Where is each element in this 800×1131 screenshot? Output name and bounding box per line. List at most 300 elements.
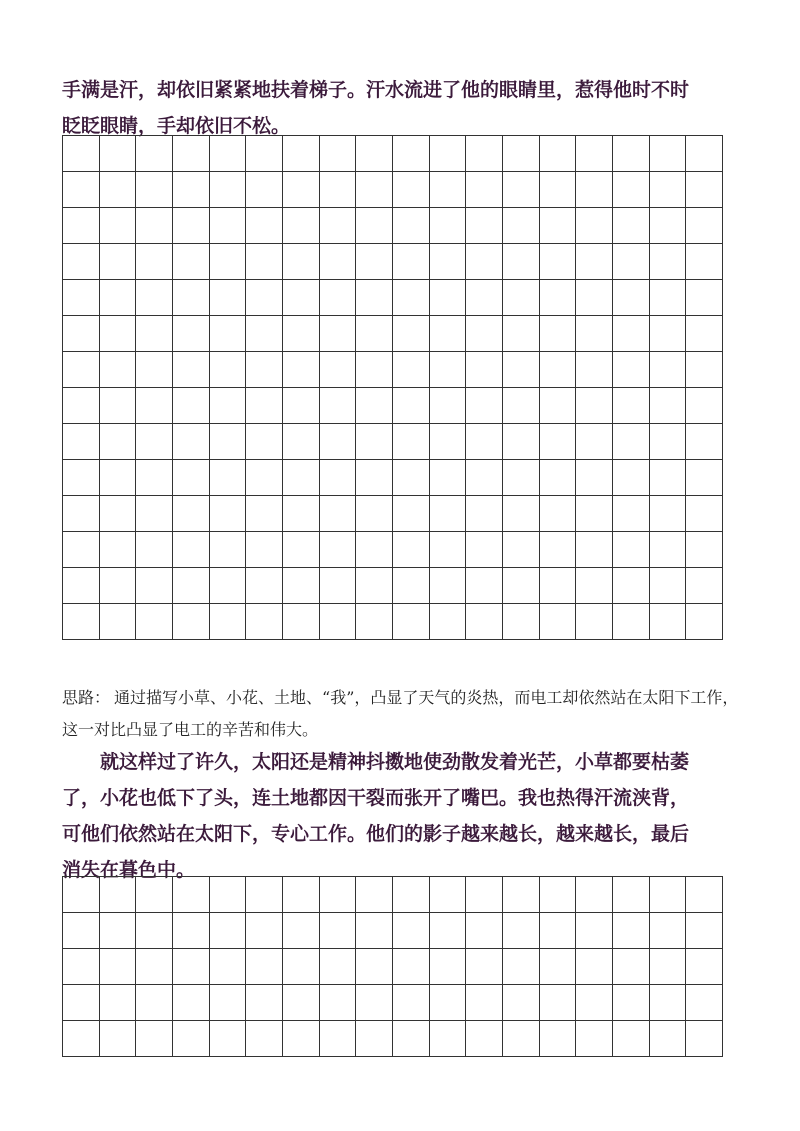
grid-cell[interactable] [466, 208, 503, 244]
grid-cell[interactable] [540, 136, 577, 172]
grid-cell[interactable] [320, 949, 357, 985]
grid-cell[interactable] [210, 532, 247, 568]
grid-cell[interactable] [393, 316, 430, 352]
grid-cell[interactable] [283, 460, 320, 496]
grid-cell[interactable] [686, 172, 723, 208]
grid-cell[interactable] [466, 604, 503, 640]
grid-cell[interactable] [100, 877, 137, 913]
grid-cell[interactable] [356, 604, 393, 640]
grid-cell[interactable] [320, 244, 357, 280]
grid-cell[interactable] [63, 913, 100, 949]
grid-cell[interactable] [503, 244, 540, 280]
grid-cell[interactable] [393, 244, 430, 280]
grid-cell[interactable] [503, 1021, 540, 1057]
grid-cell[interactable] [503, 532, 540, 568]
grid-cell[interactable] [283, 1021, 320, 1057]
grid-cell[interactable] [210, 604, 247, 640]
grid-cell[interactable] [613, 532, 650, 568]
grid-cell[interactable] [393, 1021, 430, 1057]
grid-cell[interactable] [136, 208, 173, 244]
grid-cell[interactable] [210, 913, 247, 949]
grid-cell[interactable] [686, 985, 723, 1021]
grid-cell[interactable] [356, 208, 393, 244]
grid-cell[interactable] [576, 604, 613, 640]
grid-cell[interactable] [466, 388, 503, 424]
grid-cell[interactable] [320, 136, 357, 172]
grid-cell[interactable] [100, 913, 137, 949]
grid-cell[interactable] [393, 172, 430, 208]
grid-cell[interactable] [686, 568, 723, 604]
grid-cell[interactable] [503, 913, 540, 949]
grid-cell[interactable] [393, 949, 430, 985]
grid-cell[interactable] [246, 424, 283, 460]
grid-cell[interactable] [320, 316, 357, 352]
grid-cell[interactable] [430, 877, 467, 913]
grid-cell[interactable] [173, 460, 210, 496]
grid-cell[interactable] [63, 460, 100, 496]
grid-cell[interactable] [393, 913, 430, 949]
grid-cell[interactable] [430, 172, 467, 208]
grid-cell[interactable] [246, 1021, 283, 1057]
grid-cell[interactable] [503, 352, 540, 388]
grid-cell[interactable] [173, 949, 210, 985]
grid-cell[interactable] [576, 244, 613, 280]
grid-cell[interactable] [63, 208, 100, 244]
grid-cell[interactable] [503, 877, 540, 913]
grid-cell[interactable] [136, 316, 173, 352]
grid-cell[interactable] [393, 136, 430, 172]
grid-cell[interactable] [246, 913, 283, 949]
grid-cell[interactable] [650, 985, 687, 1021]
grid-cell[interactable] [686, 208, 723, 244]
grid-cell[interactable] [173, 877, 210, 913]
grid-cell[interactable] [466, 172, 503, 208]
grid-cell[interactable] [63, 136, 100, 172]
grid-cell[interactable] [136, 460, 173, 496]
grid-cell[interactable] [503, 172, 540, 208]
grid-cell[interactable] [540, 424, 577, 460]
grid-cell[interactable] [686, 280, 723, 316]
grid-cell[interactable] [650, 1021, 687, 1057]
grid-cell[interactable] [466, 568, 503, 604]
grid-cell[interactable] [136, 1021, 173, 1057]
grid-cell[interactable] [246, 172, 283, 208]
grid-cell[interactable] [173, 532, 210, 568]
grid-cell[interactable] [576, 949, 613, 985]
grid-cell[interactable] [283, 388, 320, 424]
grid-cell[interactable] [686, 352, 723, 388]
grid-cell[interactable] [356, 913, 393, 949]
grid-cell[interactable] [246, 460, 283, 496]
grid-cell[interactable] [210, 496, 247, 532]
grid-cell[interactable] [100, 280, 137, 316]
grid-cell[interactable] [430, 316, 467, 352]
grid-cell[interactable] [430, 424, 467, 460]
grid-cell[interactable] [100, 352, 137, 388]
grid-cell[interactable] [246, 532, 283, 568]
grid-cell[interactable] [173, 172, 210, 208]
grid-cell[interactable] [320, 424, 357, 460]
grid-cell[interactable] [540, 352, 577, 388]
grid-cell[interactable] [503, 496, 540, 532]
grid-cell[interactable] [613, 388, 650, 424]
grid-cell[interactable] [430, 568, 467, 604]
grid-cell[interactable] [613, 568, 650, 604]
grid-cell[interactable] [283, 280, 320, 316]
grid-cell[interactable] [136, 352, 173, 388]
grid-cell[interactable] [100, 244, 137, 280]
grid-cell[interactable] [503, 208, 540, 244]
grid-cell[interactable] [320, 352, 357, 388]
grid-cell[interactable] [320, 604, 357, 640]
grid-cell[interactable] [356, 424, 393, 460]
grid-cell[interactable] [466, 352, 503, 388]
grid-cell[interactable] [173, 352, 210, 388]
grid-cell[interactable] [246, 352, 283, 388]
grid-cell[interactable] [576, 1021, 613, 1057]
grid-cell[interactable] [686, 136, 723, 172]
grid-cell[interactable] [430, 913, 467, 949]
grid-cell[interactable] [136, 568, 173, 604]
grid-cell[interactable] [100, 532, 137, 568]
grid-cell[interactable] [613, 424, 650, 460]
grid-cell[interactable] [210, 568, 247, 604]
grid-cell[interactable] [466, 136, 503, 172]
grid-cell[interactable] [320, 496, 357, 532]
grid-cell[interactable] [100, 985, 137, 1021]
grid-cell[interactable] [63, 388, 100, 424]
grid-cell[interactable] [136, 172, 173, 208]
grid-cell[interactable] [246, 949, 283, 985]
grid-cell[interactable] [466, 496, 503, 532]
grid-cell[interactable] [393, 280, 430, 316]
grid-cell[interactable] [430, 604, 467, 640]
grid-cell[interactable] [320, 388, 357, 424]
grid-cell[interactable] [210, 280, 247, 316]
grid-cell[interactable] [393, 985, 430, 1021]
grid-cell[interactable] [686, 244, 723, 280]
grid-cell[interactable] [650, 496, 687, 532]
grid-cell[interactable] [136, 136, 173, 172]
grid-cell[interactable] [650, 568, 687, 604]
grid-cell[interactable] [100, 316, 137, 352]
grid-cell[interactable] [100, 424, 137, 460]
grid-cell[interactable] [320, 877, 357, 913]
grid-cell[interactable] [283, 316, 320, 352]
grid-cell[interactable] [283, 877, 320, 913]
grid-cell[interactable] [576, 460, 613, 496]
writing-grid-bottom[interactable] [62, 876, 723, 1057]
grid-cell[interactable] [466, 244, 503, 280]
grid-cell[interactable] [393, 568, 430, 604]
grid-cell[interactable] [210, 244, 247, 280]
grid-cell[interactable] [540, 949, 577, 985]
grid-cell[interactable] [576, 913, 613, 949]
grid-cell[interactable] [63, 604, 100, 640]
grid-cell[interactable] [503, 949, 540, 985]
grid-cell[interactable] [430, 985, 467, 1021]
grid-cell[interactable] [393, 877, 430, 913]
grid-cell[interactable] [210, 949, 247, 985]
grid-cell[interactable] [430, 208, 467, 244]
grid-cell[interactable] [136, 877, 173, 913]
grid-cell[interactable] [430, 136, 467, 172]
grid-cell[interactable] [393, 532, 430, 568]
grid-cell[interactable] [210, 877, 247, 913]
grid-cell[interactable] [63, 496, 100, 532]
grid-cell[interactable] [613, 172, 650, 208]
grid-cell[interactable] [356, 316, 393, 352]
grid-cell[interactable] [540, 913, 577, 949]
grid-cell[interactable] [430, 280, 467, 316]
grid-cell[interactable] [576, 985, 613, 1021]
grid-cell[interactable] [393, 352, 430, 388]
grid-cell[interactable] [540, 316, 577, 352]
grid-cell[interactable] [576, 424, 613, 460]
grid-cell[interactable] [63, 172, 100, 208]
grid-cell[interactable] [283, 604, 320, 640]
grid-cell[interactable] [540, 388, 577, 424]
grid-cell[interactable] [246, 388, 283, 424]
grid-cell[interactable] [613, 877, 650, 913]
grid-cell[interactable] [650, 424, 687, 460]
grid-cell[interactable] [100, 136, 137, 172]
grid-cell[interactable] [356, 532, 393, 568]
grid-cell[interactable] [430, 244, 467, 280]
grid-cell[interactable] [686, 460, 723, 496]
grid-cell[interactable] [173, 424, 210, 460]
grid-cell[interactable] [430, 352, 467, 388]
grid-cell[interactable] [210, 1021, 247, 1057]
grid-cell[interactable] [320, 913, 357, 949]
grid-cell[interactable] [246, 136, 283, 172]
grid-cell[interactable] [576, 172, 613, 208]
grid-cell[interactable] [650, 532, 687, 568]
grid-cell[interactable] [613, 496, 650, 532]
grid-cell[interactable] [283, 208, 320, 244]
grid-cell[interactable] [136, 913, 173, 949]
grid-cell[interactable] [136, 424, 173, 460]
grid-cell[interactable] [246, 568, 283, 604]
grid-cell[interactable] [63, 244, 100, 280]
grid-cell[interactable] [686, 1021, 723, 1057]
grid-cell[interactable] [686, 532, 723, 568]
grid-cell[interactable] [173, 1021, 210, 1057]
grid-cell[interactable] [100, 172, 137, 208]
grid-cell[interactable] [540, 208, 577, 244]
grid-cell[interactable] [466, 949, 503, 985]
grid-cell[interactable] [320, 985, 357, 1021]
grid-cell[interactable] [576, 532, 613, 568]
grid-cell[interactable] [686, 424, 723, 460]
grid-cell[interactable] [540, 877, 577, 913]
grid-cell[interactable] [393, 208, 430, 244]
grid-cell[interactable] [686, 388, 723, 424]
grid-cell[interactable] [283, 985, 320, 1021]
grid-cell[interactable] [173, 316, 210, 352]
grid-cell[interactable] [393, 496, 430, 532]
grid-cell[interactable] [356, 388, 393, 424]
grid-cell[interactable] [613, 985, 650, 1021]
grid-cell[interactable] [63, 280, 100, 316]
grid-cell[interactable] [613, 460, 650, 496]
grid-cell[interactable] [136, 604, 173, 640]
grid-cell[interactable] [613, 949, 650, 985]
grid-cell[interactable] [650, 877, 687, 913]
grid-cell[interactable] [503, 424, 540, 460]
grid-cell[interactable] [650, 949, 687, 985]
grid-cell[interactable] [393, 460, 430, 496]
grid-cell[interactable] [466, 280, 503, 316]
grid-cell[interactable] [503, 985, 540, 1021]
grid-cell[interactable] [393, 604, 430, 640]
grid-cell[interactable] [540, 172, 577, 208]
grid-cell[interactable] [63, 424, 100, 460]
grid-cell[interactable] [650, 136, 687, 172]
grid-cell[interactable] [650, 208, 687, 244]
grid-cell[interactable] [576, 496, 613, 532]
grid-cell[interactable] [63, 352, 100, 388]
grid-cell[interactable] [650, 913, 687, 949]
grid-cell[interactable] [246, 280, 283, 316]
grid-cell[interactable] [393, 424, 430, 460]
grid-cell[interactable] [466, 316, 503, 352]
grid-cell[interactable] [613, 316, 650, 352]
grid-cell[interactable] [136, 496, 173, 532]
grid-cell[interactable] [246, 496, 283, 532]
grid-cell[interactable] [466, 460, 503, 496]
grid-cell[interactable] [613, 136, 650, 172]
grid-cell[interactable] [613, 352, 650, 388]
grid-cell[interactable] [210, 352, 247, 388]
grid-cell[interactable] [283, 244, 320, 280]
grid-cell[interactable] [100, 208, 137, 244]
grid-cell[interactable] [320, 460, 357, 496]
grid-cell[interactable] [393, 388, 430, 424]
grid-cell[interactable] [356, 136, 393, 172]
grid-cell[interactable] [173, 280, 210, 316]
grid-cell[interactable] [356, 244, 393, 280]
grid-cell[interactable] [173, 496, 210, 532]
grid-cell[interactable] [540, 532, 577, 568]
grid-cell[interactable] [430, 496, 467, 532]
grid-cell[interactable] [503, 568, 540, 604]
grid-cell[interactable] [100, 496, 137, 532]
grid-cell[interactable] [136, 388, 173, 424]
grid-cell[interactable] [503, 136, 540, 172]
grid-cell[interactable] [283, 424, 320, 460]
grid-cell[interactable] [466, 877, 503, 913]
grid-cell[interactable] [356, 949, 393, 985]
grid-cell[interactable] [503, 388, 540, 424]
grid-cell[interactable] [100, 388, 137, 424]
grid-cell[interactable] [466, 1021, 503, 1057]
grid-cell[interactable] [63, 532, 100, 568]
grid-cell[interactable] [136, 532, 173, 568]
grid-cell[interactable] [210, 172, 247, 208]
grid-cell[interactable] [136, 280, 173, 316]
grid-cell[interactable] [613, 208, 650, 244]
grid-cell[interactable] [320, 568, 357, 604]
grid-cell[interactable] [650, 280, 687, 316]
grid-cell[interactable] [540, 604, 577, 640]
grid-cell[interactable] [576, 208, 613, 244]
grid-cell[interactable] [466, 913, 503, 949]
grid-cell[interactable] [540, 244, 577, 280]
grid-cell[interactable] [686, 913, 723, 949]
grid-cell[interactable] [100, 460, 137, 496]
grid-cell[interactable] [613, 1021, 650, 1057]
grid-cell[interactable] [173, 388, 210, 424]
grid-cell[interactable] [686, 496, 723, 532]
grid-cell[interactable] [650, 460, 687, 496]
grid-cell[interactable] [136, 244, 173, 280]
grid-cell[interactable] [650, 388, 687, 424]
grid-cell[interactable] [576, 136, 613, 172]
grid-cell[interactable] [246, 208, 283, 244]
grid-cell[interactable] [173, 913, 210, 949]
grid-cell[interactable] [210, 388, 247, 424]
grid-cell[interactable] [136, 949, 173, 985]
grid-cell[interactable] [430, 1021, 467, 1057]
grid-cell[interactable] [613, 604, 650, 640]
grid-cell[interactable] [136, 985, 173, 1021]
grid-cell[interactable] [100, 604, 137, 640]
grid-cell[interactable] [650, 352, 687, 388]
grid-cell[interactable] [650, 604, 687, 640]
grid-cell[interactable] [283, 496, 320, 532]
grid-cell[interactable] [320, 208, 357, 244]
grid-cell[interactable] [210, 136, 247, 172]
grid-cell[interactable] [613, 244, 650, 280]
grid-cell[interactable] [63, 316, 100, 352]
grid-cell[interactable] [210, 208, 247, 244]
grid-cell[interactable] [173, 568, 210, 604]
grid-cell[interactable] [540, 568, 577, 604]
grid-cell[interactable] [430, 388, 467, 424]
grid-cell[interactable] [540, 280, 577, 316]
grid-cell[interactable] [466, 985, 503, 1021]
grid-cell[interactable] [356, 877, 393, 913]
grid-cell[interactable] [246, 877, 283, 913]
grid-cell[interactable] [246, 244, 283, 280]
grid-cell[interactable] [686, 316, 723, 352]
grid-cell[interactable] [63, 949, 100, 985]
grid-cell[interactable] [173, 985, 210, 1021]
grid-cell[interactable] [63, 985, 100, 1021]
grid-cell[interactable] [466, 532, 503, 568]
writing-grid-top[interactable] [62, 135, 723, 640]
grid-cell[interactable] [63, 568, 100, 604]
grid-cell[interactable] [356, 172, 393, 208]
grid-cell[interactable] [576, 316, 613, 352]
grid-cell[interactable] [173, 244, 210, 280]
grid-cell[interactable] [540, 985, 577, 1021]
grid-cell[interactable] [210, 316, 247, 352]
grid-cell[interactable] [613, 913, 650, 949]
grid-cell[interactable] [576, 388, 613, 424]
grid-cell[interactable] [576, 352, 613, 388]
grid-cell[interactable] [100, 949, 137, 985]
grid-cell[interactable] [356, 496, 393, 532]
grid-cell[interactable] [356, 1021, 393, 1057]
grid-cell[interactable] [503, 460, 540, 496]
grid-cell[interactable] [613, 280, 650, 316]
grid-cell[interactable] [430, 532, 467, 568]
grid-cell[interactable] [356, 985, 393, 1021]
grid-cell[interactable] [430, 460, 467, 496]
grid-cell[interactable] [173, 208, 210, 244]
